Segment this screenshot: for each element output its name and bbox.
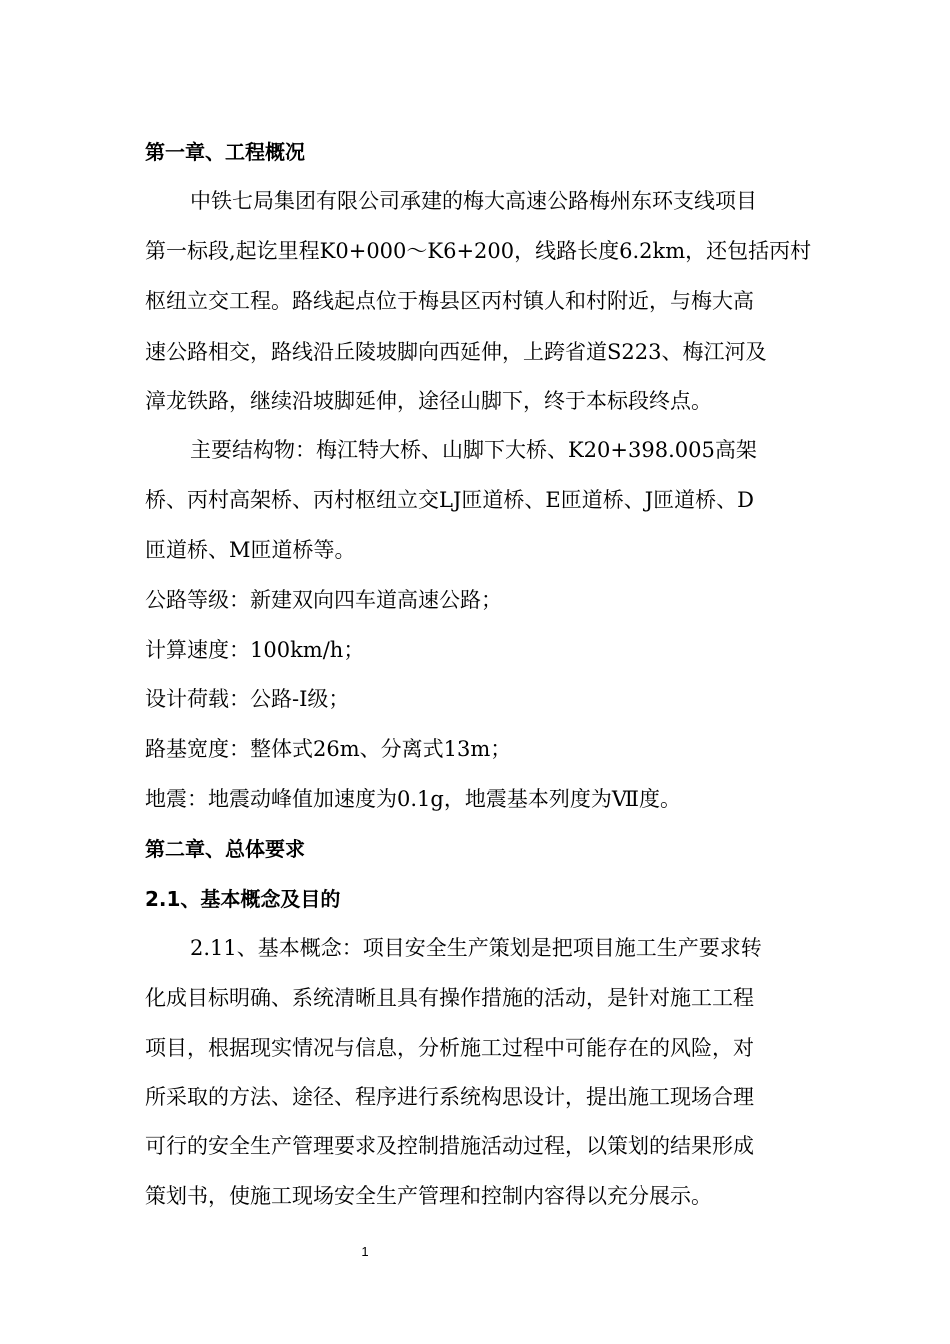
- paragraph-line: 枢纽立交工程。路线起点位于梅县区丙村镇人和村附近，与梅大高: [145, 289, 754, 313]
- chapter-2-title: 第二章、总体要求: [145, 837, 305, 861]
- paragraph-line: 桥、丙村高架桥、丙村枢纽立交LJ匝道桥、E匝道桥、J匝道桥、D: [145, 488, 754, 512]
- paragraph-line: 2.11、基本概念：项目安全生产策划是把项目施工生产要求转: [190, 936, 762, 960]
- paragraph-line: 策划书，使施工现场安全生产管理和控制内容得以充分展示。: [145, 1184, 712, 1208]
- paragraph-line: 项目，根据现实情况与信息，分析施工过程中可能存在的风险，对: [145, 1036, 754, 1060]
- paragraph-line: 第一标段,起讫里程K0+000～K6+200，线路长度6.2km，还包括丙村: [145, 239, 812, 263]
- paragraph-line: 中铁七局集团有限公司承建的梅大高速公路梅州东环支线项目: [190, 189, 757, 213]
- spec-road-grade: 公路等级：新建双向四车道高速公路；: [145, 588, 502, 612]
- paragraph-line: 主要结构物：梅江特大桥、山脚下大桥、K20+398.005高架: [190, 438, 757, 462]
- section-2-1-title: 2.1、基本概念及目的: [145, 887, 341, 911]
- page-number: 1: [361, 1244, 369, 1259]
- chapter-1-title: 第一章、工程概况: [145, 140, 305, 164]
- spec-design-load: 设计荷载：公路-I级；: [145, 687, 350, 711]
- paragraph-line: 所采取的方法、途径、程序进行系统构思设计，提出施工现场合理: [145, 1085, 754, 1109]
- paragraph-line: 可行的安全生产管理要求及控制措施活动过程，以策划的结果形成: [145, 1134, 754, 1158]
- spec-earthquake: 地震：地震动峰值加速度为0.1g，地震基本列度为Ⅶ度。: [145, 787, 681, 811]
- spec-design-speed: 计算速度：100km/h；: [145, 638, 365, 662]
- paragraph-line: 速公路相交，路线沿丘陵坡脚向西延伸，上跨省道S223、梅江河及: [145, 340, 767, 364]
- paragraph-line: 漳龙铁路，继续沿坡脚延伸，途径山脚下，终于本标段终点。: [145, 389, 712, 413]
- paragraph-line: 化成目标明确、系统清晰且具有操作措施的活动，是针对施工工程: [145, 986, 754, 1010]
- paragraph-line: 匝道桥、M匝道桥等。: [145, 538, 356, 562]
- spec-subgrade-width: 路基宽度：整体式26m、分离式13m；: [145, 737, 512, 761]
